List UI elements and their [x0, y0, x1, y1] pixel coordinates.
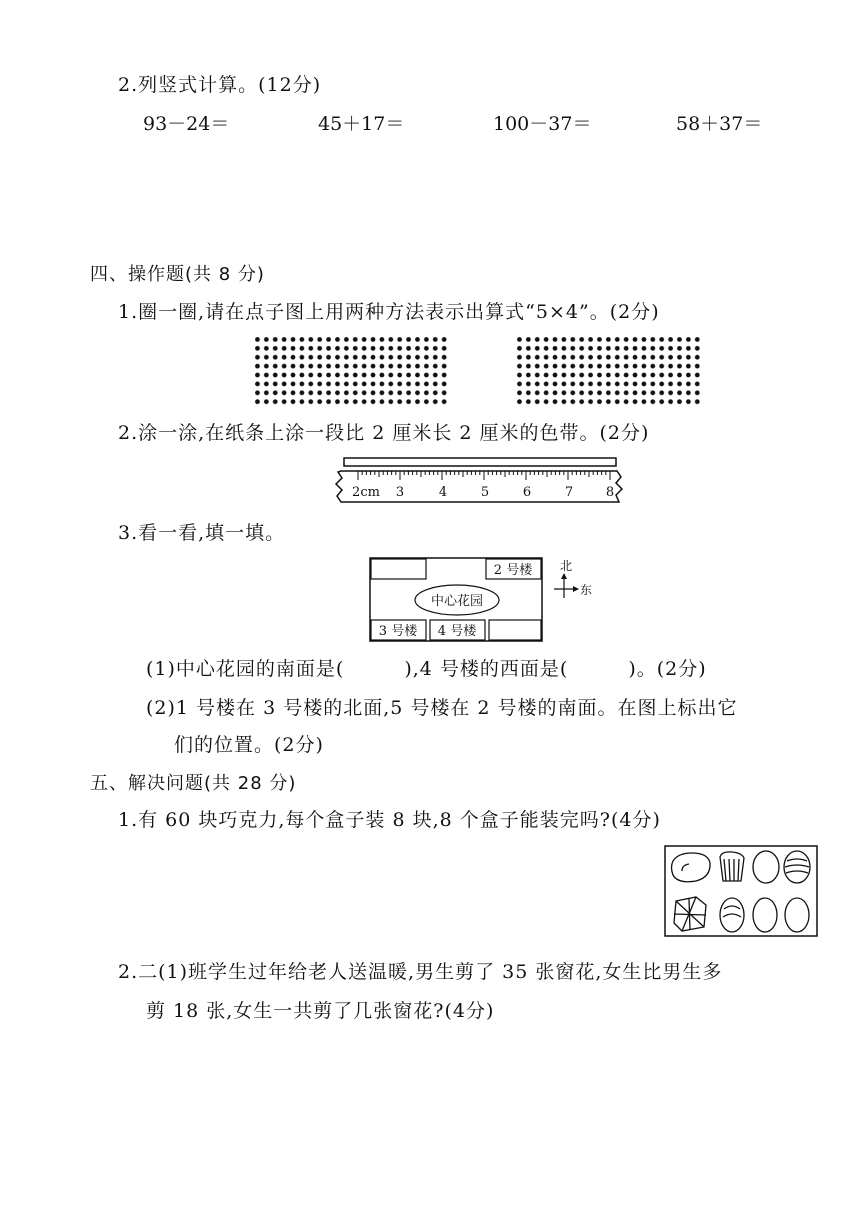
dot-grid-right[interactable] [515, 335, 703, 407]
question-title: 2.列竖式计算。(12分) [118, 74, 322, 96]
building-4-label: 4 号楼 [437, 624, 477, 639]
ruler-label: 5 [480, 485, 490, 500]
question-text: 1.有 60 块巧克力,每个盒子装 8 块,8 个盒子能装完吗?(4分) [118, 809, 661, 831]
ruler-label: 4 [438, 485, 448, 500]
question-text: 剪 18 张,女生一共剪了几张窗花?(4分) [146, 1000, 495, 1022]
ruler-label: 8 [605, 485, 615, 500]
ruler-label: 7 [564, 485, 574, 500]
building-2-label: 2 号楼 [493, 563, 533, 578]
compass-icon [554, 573, 579, 598]
north-label: 北 [559, 559, 573, 573]
equation-4: 58＋37＝ [676, 113, 763, 135]
ruler-label: 2cm [352, 485, 380, 500]
ruler-label: 3 [395, 485, 405, 500]
question-text: 3.看一看,填一填。 [118, 522, 286, 544]
building-3-label: 3 号楼 [378, 624, 418, 639]
question-text: (2)1 号楼在 3 号楼的北面,5 号楼在 2 号楼的南面。在图上标出它 [146, 697, 738, 719]
paper-strip[interactable] [344, 458, 616, 466]
equation-3: 100－37＝ [493, 113, 592, 135]
question-text: 1.圈一圈,请在点子图上用两种方法表示出算式“5×4”。(2分) [118, 301, 660, 323]
section-heading: 五、解决问题(共 28 分) [90, 773, 297, 794]
ruler-label: 6 [522, 485, 532, 500]
east-label: 东 [579, 583, 593, 597]
question-text: 们的位置。(2分) [174, 734, 324, 756]
equation-1: 93－24＝ [143, 113, 230, 135]
ruler[interactable] [333, 455, 629, 507]
chocolate-box-image [664, 845, 818, 937]
section-heading: 四、操作题(共 8 分) [90, 264, 265, 285]
dot-grid-left[interactable] [253, 335, 449, 407]
question-text: 2.涂一涂,在纸条上涂一段比 2 厘米长 2 厘米的色带。(2分) [118, 422, 650, 444]
question-text: (1)中心花园的南面是( ),4 号楼的西面是( )。(2分) [146, 658, 707, 680]
campus-map[interactable] [368, 556, 596, 644]
garden-label: 中心花园 [430, 594, 484, 609]
equation-2: 45＋17＝ [318, 113, 405, 135]
question-text: 2.二(1)班学生过年给老人送温暖,男生剪了 35 张窗花,女生比男生多 [118, 961, 723, 983]
